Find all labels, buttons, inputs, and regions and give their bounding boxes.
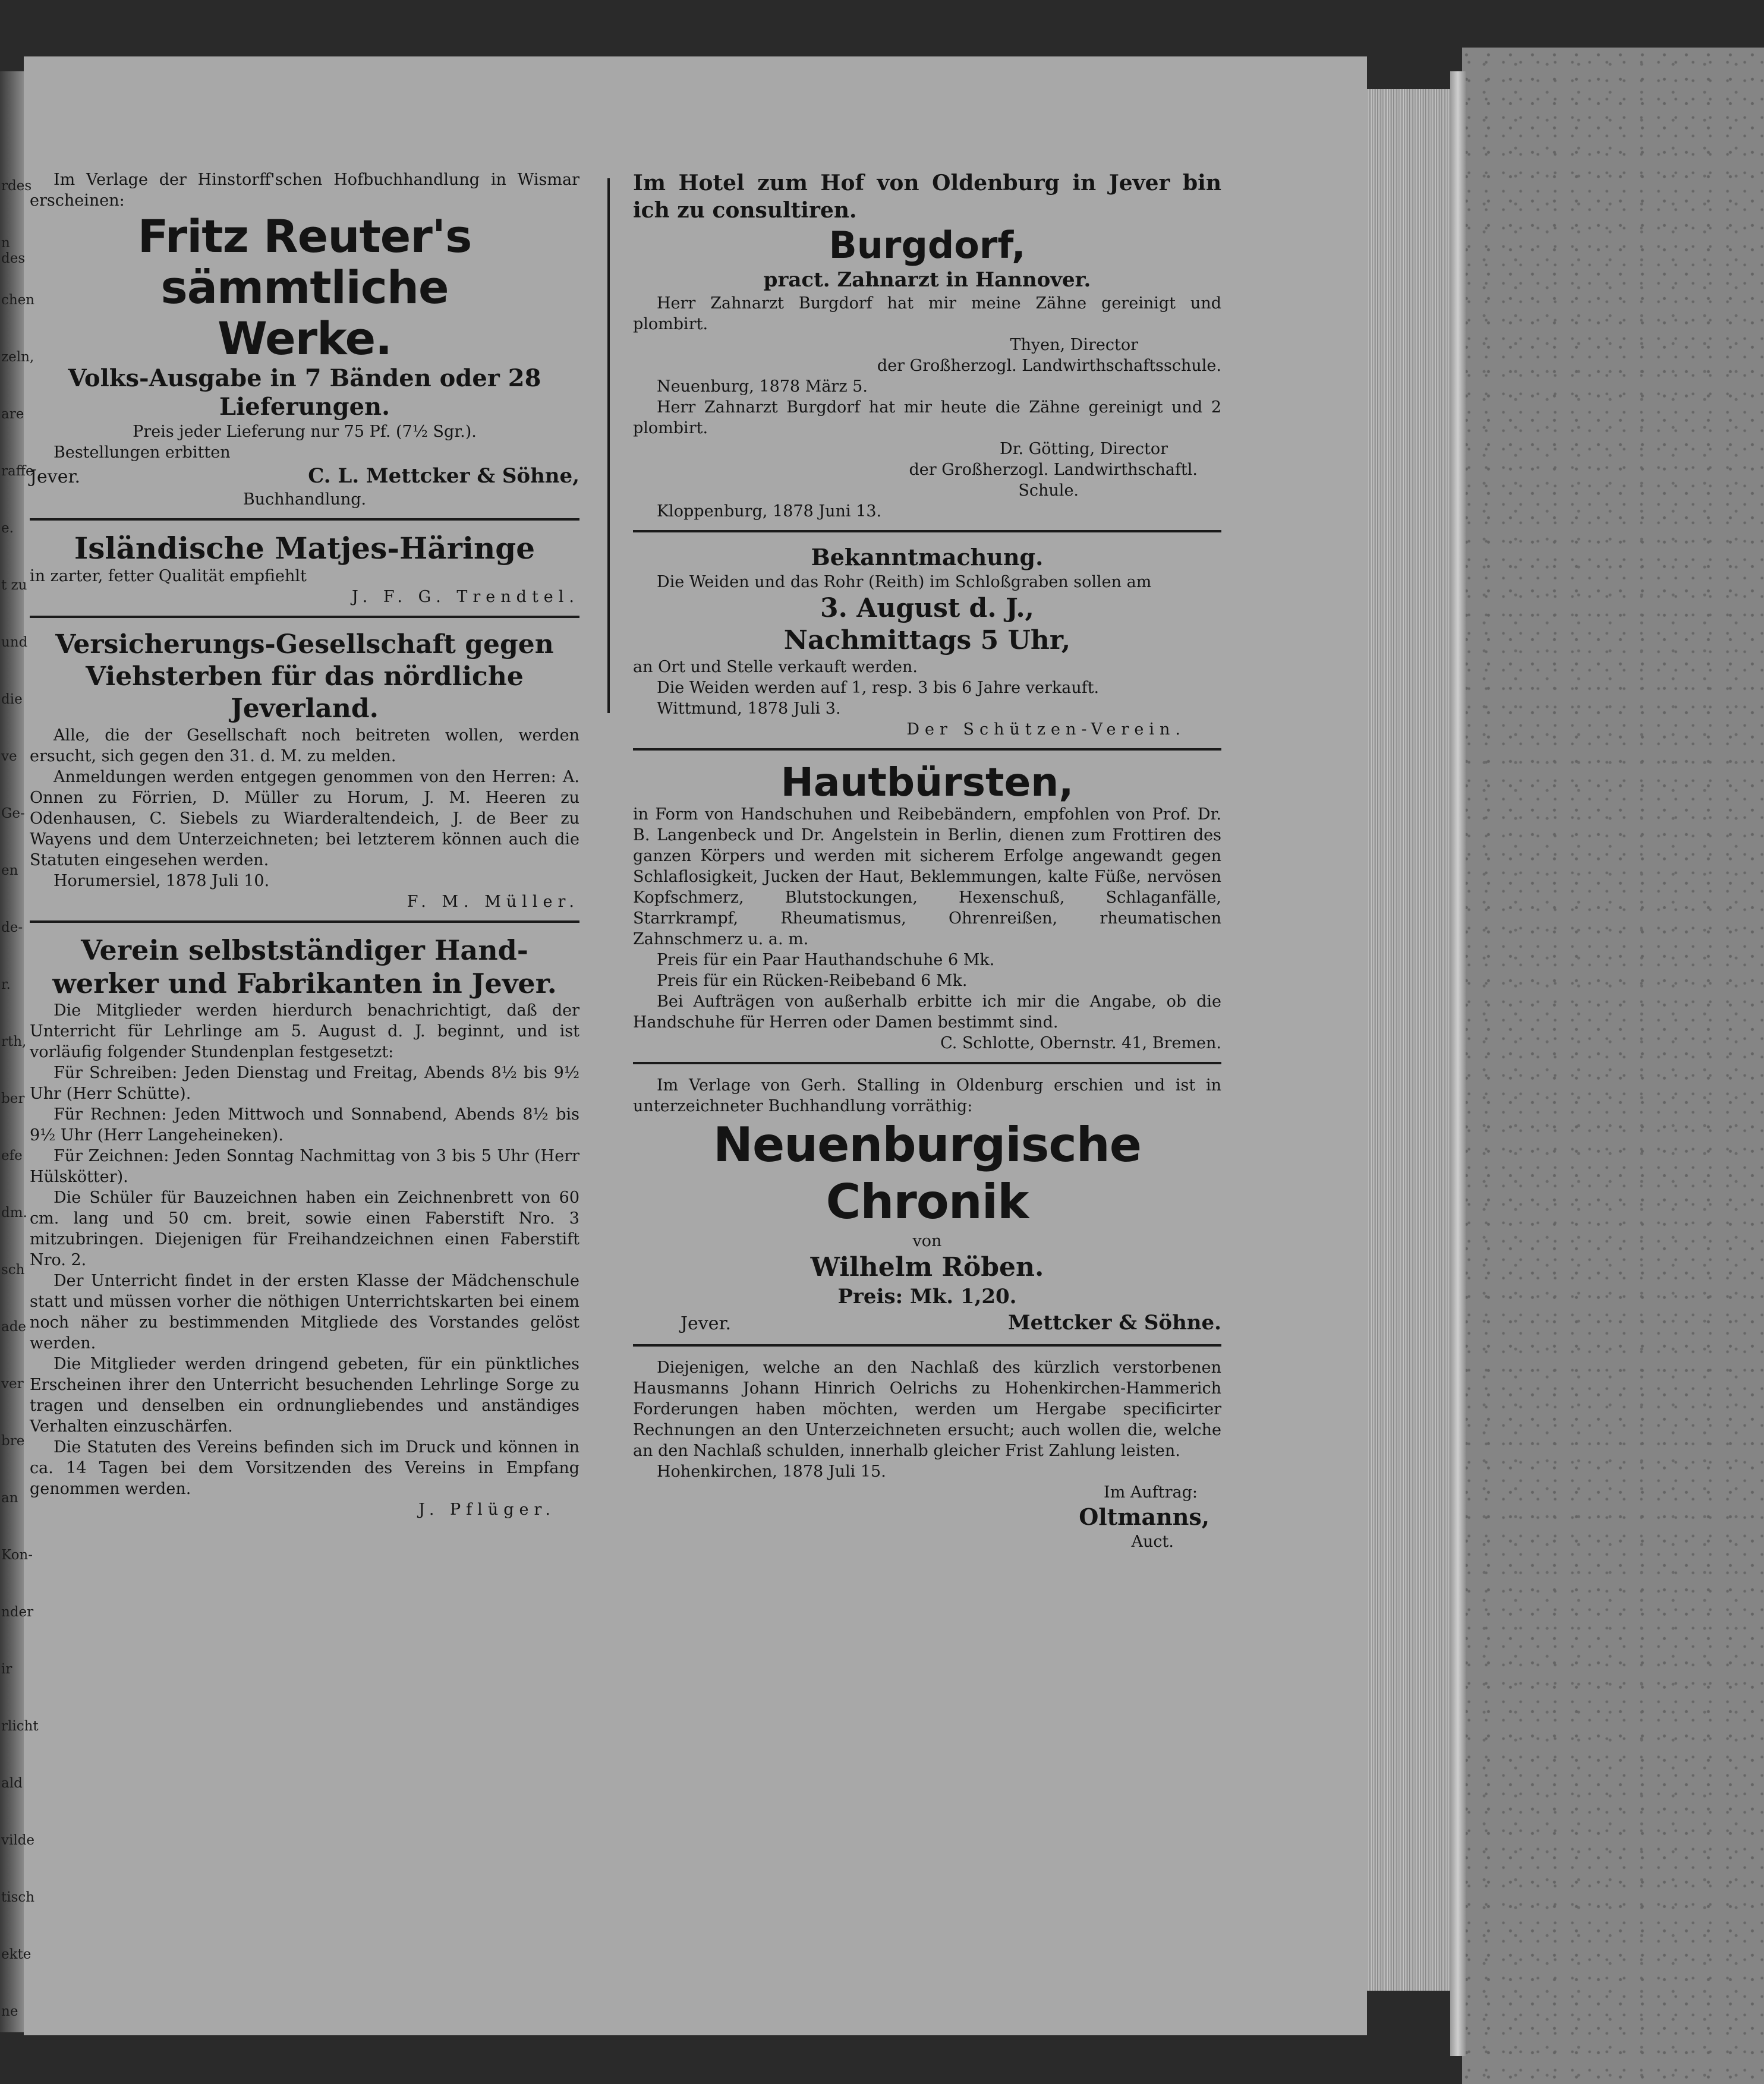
margin-fragment: nder	[1, 1604, 34, 1620]
margin-fragment: zeln,	[1, 349, 34, 365]
bekannt-p3: Die Weiden werden auf 1, resp. 3 bis 6 Jahre verkauft.	[657, 679, 1100, 697]
bekannt-sign: Der Schützen-Verein.	[906, 720, 1186, 739]
reuter-title: Fritz Reuter's sämmtliche	[137, 210, 472, 314]
margin-fragment: ade	[1, 1319, 27, 1335]
chronik-place: Jever.	[681, 1313, 732, 1334]
verein-p3: Für Rechnen: Jeden Mittwoch und Sonnabend, Abends 8½ bis 9½ Uhr (Herr Langeheineken).	[30, 1105, 579, 1145]
haut-sign: C. Schlotte, Obernstr. 41, Bremen.	[940, 1034, 1221, 1052]
margin-fragment: ber	[1, 1091, 25, 1106]
margin-fragment: raffe	[1, 464, 34, 479]
nachlass-p1: Diejenigen, welche an den Nachlaß des kürzlich verstorbenen Hausmanns Johann Hinrich Oelrichs zu Hohenkirchen-Hammerich Forderungen haben möchten, werden um Hergabe specificirter Rechnungen an den Unterzeichneten ersucht; auch wollen die, welche an den Nachlaß schulden, innerhalb gleicher Frist Zahlung leisten.	[633, 1358, 1221, 1460]
burgdorf-t2-sign: Dr. Götting, Director	[999, 440, 1168, 458]
bekannt-date1: 3. August d. J.,	[820, 593, 1034, 623]
right-column	[633, 169, 1221, 1552]
margin-fragment: rdes	[1, 178, 32, 194]
versicherung-title-3: Jeverland.	[231, 693, 379, 724]
burgdorf-t2: Herr Zahnarzt Burgdorf hat mir heute die Zähne gereinigt und 2 plombirt.	[633, 398, 1221, 437]
margin-fragment: ir	[1, 1661, 12, 1677]
page-edges	[1361, 89, 1462, 1991]
burgdorf-t1: Herr Zahnarzt Burgdorf hat mir meine Zähne gereinigt und plombirt.	[633, 294, 1221, 333]
divider	[633, 748, 1221, 751]
reuter-intro: Im Verlage der Hinstorff'schen Hofbuchhandlung in Wismar erscheinen:	[30, 171, 579, 210]
divider	[633, 1062, 1221, 1064]
margin-fragment: r.	[1, 977, 11, 992]
column-divider	[607, 178, 610, 713]
burgdorf-intro: Im Hotel zum Hof von Oldenburg in Jever bin ich zu consultiren.	[633, 171, 1221, 223]
ad-bekanntmachung	[633, 543, 1221, 740]
chronik-price: Preis: Mk. 1,20.	[837, 1285, 1017, 1309]
ad-versicherung	[30, 629, 579, 912]
margin-fragment: t zu	[1, 578, 27, 593]
divider	[30, 518, 579, 521]
margin-fragment: ve	[1, 749, 17, 764]
burgdorf-t2-sign2: der Großherzogl. Landwirthschaftl.	[909, 461, 1198, 479]
reuter-price: Preis jeder Lieferung nur 75 Pf. (7½ Sgr.).	[133, 423, 477, 441]
versicherung-p1: Alle, die der Gesellschaft noch beitreten wollen, werden ersucht, sich gegen den 31. d. M. zu melden.	[30, 726, 579, 765]
margin-fragment: an	[1, 1490, 18, 1506]
divider	[633, 1344, 1221, 1347]
burgdorf-t2-sign3: Schule.	[1018, 481, 1079, 500]
chronik-firm: Mettcker & Söhne.	[1008, 1311, 1221, 1335]
chronik-von: von	[912, 1232, 942, 1250]
burgdorf-name: Burgdorf,	[829, 223, 1026, 267]
haut-p1: in Form von Handschuhen und Reibebändern, empfohlen von Prof. Dr. B. Langenbeck und Dr. Angelstein in Berlin, dienen zum Frottiren des ganzen Körpers und werden mit sicherem Erfolge angewandt gegen Schlaflosigkeit, Jucken der Haut, Beklemmungen, kalte Füße, nervösen Kopfschmerz, Blutstockungen, Hexenschuß, Schlaganfälle, Starrkrampf, Rheumatismus, Ohrenreißen, rheumatischen Zahnschmerz u. a. m.	[633, 805, 1221, 948]
bekannt-p2: an Ort und Stelle verkauft werden.	[633, 658, 918, 676]
margin-fragment: ekte	[1, 1947, 32, 1962]
versicherung-title: Versicherungs-Gesellschaft gegen	[55, 629, 554, 660]
ad-burgdorf	[633, 169, 1221, 522]
margin-fragment: vilde	[1, 1833, 35, 1848]
margin-fragment: ald	[1, 1776, 23, 1791]
haut-p2: Bei Aufträgen von außerhalb erbitte ich mir die Angabe, ob die Handschuhe für Herren oder Damen bestimmt sind.	[633, 992, 1221, 1032]
left-column	[30, 169, 579, 1520]
versicherung-p2: Anmeldungen werden entgegen genommen von den Herren: A. Onnen zu Förrien, D. Müller zu Horum, J. M. Heeren zu Odenhausen, C. Siebels zu Wiarderaltendeich, J. de Beer zu Wayens und dem Unterzeichneten; bei letzterem können auch die Statuten eingesehen werden.	[30, 768, 579, 869]
verein-title: Verein selbstständiger Hand-	[81, 934, 528, 966]
divider	[30, 616, 579, 618]
nachlass-sign: Oltmanns,	[1079, 1503, 1209, 1530]
bekannt-title: Bekanntmachung.	[811, 544, 1044, 570]
margin-fragment: sch	[1, 1262, 25, 1278]
ad-verein	[30, 934, 579, 1520]
facing-page-edge	[0, 71, 27, 2032]
verein-p2: Für Schreiben: Jeden Dienstag und Freitag, Abends 8½ bis 9½ Uhr (Herr Schütte).	[30, 1064, 579, 1103]
verein-p6: Der Unterricht findet in der ersten Klasse der Mädchenschule statt und müssen vorher die nöthigen Unterrichtskarten bei einem noch näher zu bestimmenden Mitgliede des Vorstandes gelöst werden.	[30, 1272, 579, 1352]
versicherung-sign: F. M. Müller.	[407, 893, 579, 911]
margin-fragment: efe	[1, 1148, 23, 1164]
haut-price2: Preis für ein Rücken-Reibeband 6 Mk.	[657, 972, 968, 990]
margin-fragment: chen	[1, 292, 35, 308]
verein-p7: Die Mitglieder werden dringend gebeten, für ein pünktliches Erscheinen ihrer den Unterricht besuchenden Lehrlinge Sorge zu tragen und denselben ein ordnungliebendes und anständiges Verhalten einzuschärfen.	[30, 1355, 579, 1436]
bekannt-date: Wittmund, 1878 Juli 3.	[657, 699, 841, 718]
verein-p8: Die Statuten des Vereins befinden sich im Druck und können in ca. 14 Tagen bei dem Vorsitzenden des Vereins in Empfang genommen werden.	[30, 1438, 579, 1498]
haringe-text: in zarter, fetter Qualität empfiehlt	[30, 567, 307, 585]
burgdorf-t2-date: Kloppenburg, 1878 Juni 13.	[657, 502, 882, 521]
verein-p1: Die Mitglieder werden hierdurch benachrichtigt, daß der Unterricht für Lehrlinge am 5. August d. J. beginnt, und ist vorläufig folgender Stundenplan festgesetzt:	[30, 1001, 579, 1061]
divider	[633, 530, 1221, 532]
margin-fragment: en	[1, 863, 18, 878]
reuter-orders: Bestellungen erbitten	[53, 443, 231, 462]
chronik-intro: Im Verlage von Gerh. Stalling in Oldenburg erschien und ist in unterzeichneter Buchhandlung vorräthig:	[633, 1076, 1221, 1115]
divider	[30, 920, 579, 923]
margin-fragment: dm.	[1, 1205, 27, 1221]
margin-fragment: e.	[1, 521, 14, 536]
reuter-title-2: Werke.	[217, 312, 392, 365]
margin-fragment: rlicht	[1, 1719, 39, 1734]
verein-p4: Für Zeichnen: Jeden Sonntag Nachmittag von 3 bis 5 Uhr (Herr Hülskötter).	[30, 1147, 579, 1186]
nachlass-auftrag: Im Auftrag:	[1104, 1483, 1198, 1502]
margin-fragment: Ge-	[1, 806, 25, 821]
reuter-firm: C. L. Mettcker & Söhne,	[308, 464, 579, 488]
margin-fragment: und	[1, 635, 28, 650]
book-cover	[1462, 48, 1764, 2084]
margin-fragment: are	[1, 406, 24, 422]
versicherung-title-2: Viehsterben für das nördliche	[86, 661, 524, 692]
nachlass-date: Hohenkirchen, 1878 Juli 15.	[657, 1462, 886, 1481]
reuter-lieferungen: Lieferungen.	[219, 393, 390, 421]
versicherung-date: Horumersiel, 1878 Juli 10.	[53, 872, 270, 890]
haringe-sign: J. F. G. Trendtel.	[352, 588, 579, 606]
margin-fragment: rth,	[1, 1034, 27, 1049]
ad-nachlass	[633, 1357, 1221, 1552]
margin-fragment: bre	[1, 1433, 25, 1449]
margin-fragment: n des	[1, 235, 26, 266]
ad-chronik	[633, 1075, 1221, 1336]
reuter-place: Jever.	[30, 466, 81, 487]
reuter-firm-sub: Buchhandlung.	[242, 490, 367, 509]
verein-title-2: werker und Fabrikanten in Jever.	[52, 967, 557, 1000]
margin-fragment: tisch	[1, 1890, 35, 1905]
chronik-title: Neuenburgische Chronik	[713, 1117, 1141, 1229]
margin-fragment: ver	[1, 1376, 24, 1392]
ad-haringe	[30, 531, 579, 607]
haut-title: Hautbürsten,	[780, 759, 1074, 805]
reuter-edition: Volks-Ausgabe in 7 Bänden oder 28	[68, 364, 541, 392]
bekannt-p1: Die Weiden und das Rohr (Reith) im Schloßgraben sollen am	[657, 573, 1152, 591]
haut-price1: Preis für ein Paar Hauthandschuhe 6 Mk.	[657, 951, 995, 969]
burgdorf-title: pract. Zahnarzt in Hannover.	[763, 268, 1091, 292]
verein-p5: Die Schüler für Bauzeichnen haben ein Zeichnenbrett von 60 cm. lang und 50 cm. breit, sowie einen Faberstift Nro. 3 mitzubringen. Diejenigen für Freihandzeichnen einen Faberstift Nro. 2.	[30, 1188, 579, 1269]
chronik-author: Wilhelm Röben.	[810, 1252, 1044, 1282]
cover-edge	[1450, 71, 1466, 2056]
haringe-title: Isländische Matjes-Häringe	[74, 531, 536, 566]
bekannt-date2: Nachmittags 5 Uhr,	[783, 625, 1071, 655]
burgdorf-t1-sign2: der Großherzogl. Landwirthschaftsschule.	[877, 357, 1221, 375]
verein-sign: J. Pflüger.	[418, 1500, 556, 1519]
margin-fragment: ne	[1, 2004, 18, 2019]
burgdorf-t1-sign: Thyen, Director	[1010, 336, 1138, 354]
nachlass-sign2: Auct.	[1131, 1533, 1174, 1551]
margin-fragment: Kon-	[1, 1547, 33, 1563]
ad-hautbuersten	[633, 761, 1221, 1054]
burgdorf-t1-date: Neuenburg, 1878 März 5.	[657, 377, 868, 396]
ad-reuter	[30, 169, 579, 510]
margin-fragment: de-	[1, 920, 23, 935]
margin-fragment: die	[1, 692, 23, 707]
